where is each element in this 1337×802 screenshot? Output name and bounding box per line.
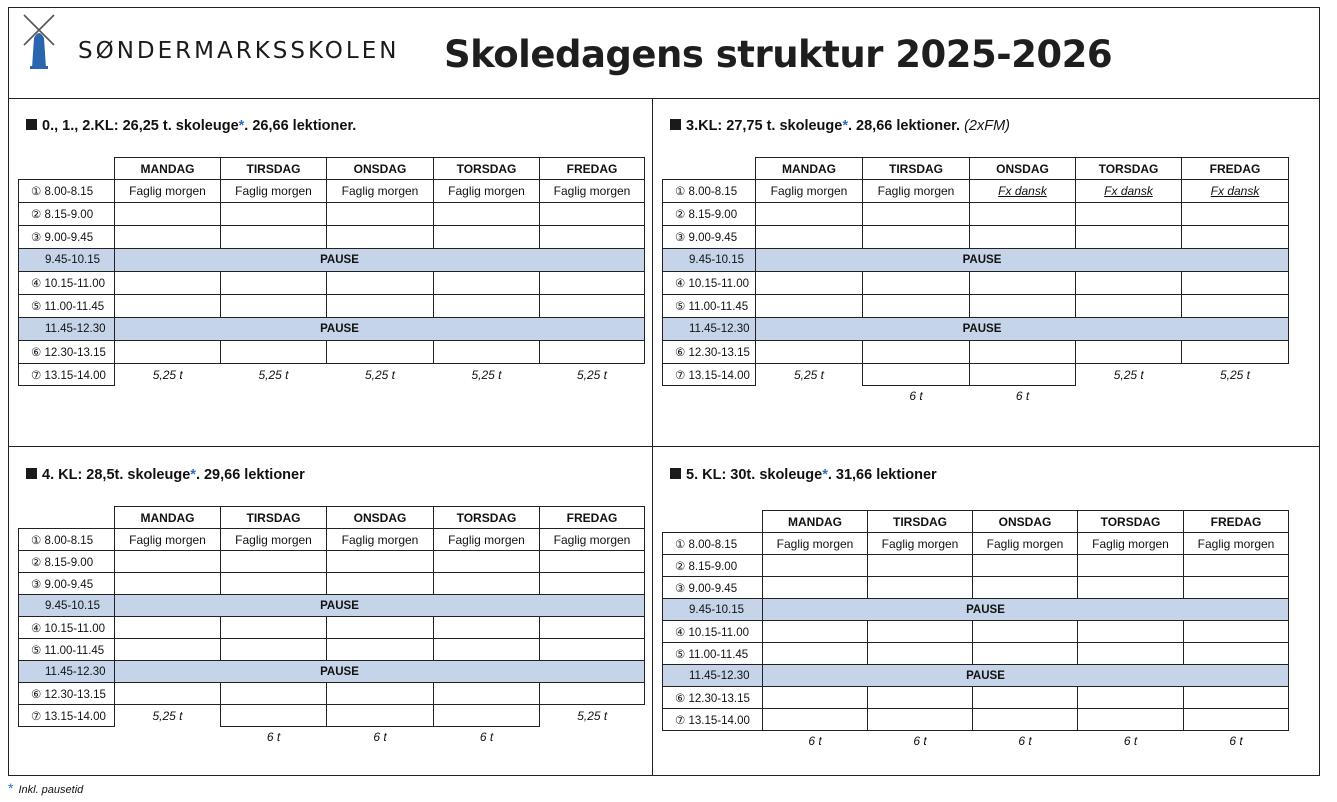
lesson-cell: Faglig morgen — [221, 529, 327, 551]
q3-title: 4. KL: 28,5t. skoleuge*. 29,66 lektioner — [26, 467, 305, 483]
pause-time: 11.45-12.30 — [19, 318, 115, 341]
time-slot: ⑤ 11.00-11.45 — [663, 295, 756, 318]
day-header: TIRSDAG — [863, 158, 970, 180]
day-header: TORSDAG — [434, 507, 540, 529]
bullet-square-icon — [26, 119, 37, 130]
hours-total: 5,25 t — [1219, 367, 1251, 382]
time-slot: ⑦ 13.15-14.00 — [663, 709, 763, 731]
hours-total: 6 t — [1015, 388, 1030, 403]
pause-label: PAUSE — [756, 249, 1289, 272]
pause-time: 9.45-10.15 — [663, 599, 763, 621]
lesson-cell: Faglig morgen — [434, 180, 540, 203]
time-slot: ② 8.15-9.00 — [19, 551, 115, 573]
time-slot: ⑥ 12.30-13.15 — [663, 687, 763, 709]
hours-total: 6 t — [266, 729, 281, 744]
pause-time: 11.45-12.30 — [663, 318, 756, 341]
hours-total: 5,25 t — [1113, 367, 1144, 382]
day-header: MANDAG — [115, 507, 221, 529]
pause-label: PAUSE — [763, 665, 1289, 687]
hours-total: 6 t — [1229, 733, 1243, 748]
day-header: MANDAG — [756, 158, 863, 180]
q4-schedule-table — [662, 510, 1289, 751]
lesson-cell: Fx dansk — [1076, 180, 1182, 203]
time-slot: ② 8.15-9.00 — [663, 203, 756, 226]
time-slot: ⑦ 13.15-14.00 — [19, 705, 115, 727]
hours-total: 5,25 t — [577, 708, 608, 723]
lesson-cell: Faglig morgen — [756, 180, 863, 203]
lesson-cell: Faglig morgen — [863, 180, 970, 203]
day-header: TORSDAG — [1078, 511, 1184, 533]
bullet-square-icon — [26, 468, 37, 479]
q3-schedule-table — [18, 506, 645, 747]
day-header: ONSDAG — [970, 158, 1076, 180]
time-slot: ② 8.15-9.00 — [663, 555, 763, 577]
hours-total: 6 t — [1123, 733, 1138, 748]
day-header: FREDAG — [540, 158, 645, 180]
hours-total: 6 t — [909, 388, 923, 403]
lesson-cell: Faglig morgen — [540, 180, 645, 203]
day-header: TORSDAG — [1076, 158, 1182, 180]
time-slot: ④ 10.15-11.00 — [663, 272, 756, 295]
day-header: FREDAG — [1182, 158, 1289, 180]
header-divider — [8, 98, 1320, 99]
time-slot: ⑥ 12.30-13.15 — [19, 683, 115, 705]
footnote: * Inkl. pausetid — [8, 780, 84, 796]
hours-total: 5,25 t — [793, 367, 825, 382]
pause-label: PAUSE — [115, 595, 645, 617]
day-header: ONSDAG — [327, 507, 434, 529]
hours-total: 5,25 t — [576, 367, 608, 382]
time-slot: ① 8.00-8.15 — [663, 180, 756, 203]
windmill-icon — [22, 12, 62, 70]
q1-schedule-table — [18, 157, 645, 386]
time-slot: ⑥ 12.30-13.15 — [19, 341, 115, 364]
pause-time: 11.45-12.30 — [19, 661, 115, 683]
q2-title: 3.KL: 27,75 t. skoleuge*. 28,66 lektioner. (2xFM) — [670, 118, 1010, 134]
pause-time: 9.45-10.15 — [19, 249, 115, 272]
q4-title: 5. KL: 30t. skoleuge*. 31,66 lektioner — [670, 467, 937, 483]
pause-time: 9.45-10.15 — [19, 595, 115, 617]
q1-title: 0., 1., 2.KL: 26,25 t. skoleuge*. 26,66 lektioner. — [26, 118, 356, 134]
horizontal-divider — [8, 446, 1320, 447]
pause-label: PAUSE — [115, 318, 645, 341]
time-slot: ⑦ 13.15-14.00 — [663, 364, 756, 386]
hours-total: 6 t — [808, 733, 822, 748]
lesson-cell: Faglig morgen — [434, 529, 540, 551]
hours-total: 5,25 t — [364, 367, 396, 382]
hours-total: 6 t — [1018, 733, 1032, 748]
day-header: TIRSDAG — [221, 507, 327, 529]
day-header: MANDAG — [763, 511, 868, 533]
vertical-divider — [652, 98, 653, 776]
q2-schedule-table — [662, 157, 1289, 406]
hours-total: 5,25 t — [152, 367, 183, 382]
bullet-square-icon — [670, 119, 681, 130]
time-slot: ① 8.00-8.15 — [663, 533, 763, 555]
hours-total: 6 t — [373, 729, 387, 744]
pause-time: 9.45-10.15 — [663, 249, 756, 272]
time-slot: ② 8.15-9.00 — [19, 203, 115, 226]
time-slot: ③ 9.00-9.45 — [663, 577, 763, 599]
time-slot: ⑥ 12.30-13.15 — [663, 341, 756, 364]
lesson-cell: Faglig morgen — [1078, 533, 1184, 555]
time-slot: ⑦ 13.15-14.00 — [19, 364, 115, 386]
hours-total: 5,25 t — [258, 367, 289, 382]
lesson-cell: Faglig morgen — [763, 533, 868, 555]
pause-label: PAUSE — [115, 249, 645, 272]
hours-total: 5,25 t — [152, 708, 183, 723]
lesson-cell: Fx dansk — [970, 180, 1076, 203]
time-slot: ① 8.00-8.15 — [19, 529, 115, 551]
lesson-cell: Faglig morgen — [221, 180, 327, 203]
day-header: FREDAG — [540, 507, 645, 529]
hours-total: 5,25 t — [471, 367, 502, 382]
page-title: Skoledagens struktur 2025-2026 — [444, 33, 1113, 76]
pause-label: PAUSE — [115, 661, 645, 683]
time-slot: ① 8.00-8.15 — [19, 180, 115, 203]
time-slot: ④ 10.15-11.00 — [663, 621, 763, 643]
bullet-square-icon — [670, 468, 681, 479]
time-slot: ③ 9.00-9.45 — [663, 226, 756, 249]
day-header: TIRSDAG — [868, 511, 973, 533]
lesson-cell: Faglig morgen — [868, 533, 973, 555]
lesson-cell: Faglig morgen — [115, 529, 221, 551]
lesson-cell: Faglig morgen — [327, 529, 434, 551]
school-name: SØNDERMARKSSKOLEN — [78, 38, 400, 64]
time-slot: ⑤ 11.00-11.45 — [663, 643, 763, 665]
day-header: TORSDAG — [434, 158, 540, 180]
day-header: MANDAG — [115, 158, 221, 180]
time-slot: ⑤ 11.00-11.45 — [19, 639, 115, 661]
lesson-cell: Faglig morgen — [115, 180, 221, 203]
day-header: ONSDAG — [973, 511, 1078, 533]
hours-total: 6 t — [479, 729, 494, 744]
hours-total: 6 t — [913, 733, 927, 748]
day-header: FREDAG — [1184, 511, 1289, 533]
pause-time: 11.45-12.30 — [663, 665, 763, 687]
time-slot: ④ 10.15-11.00 — [19, 617, 115, 639]
lesson-cell: Faglig morgen — [327, 180, 434, 203]
lesson-cell: Faglig morgen — [1184, 533, 1289, 555]
lesson-cell: Faglig morgen — [973, 533, 1078, 555]
lesson-cell: Fx dansk — [1182, 180, 1289, 203]
time-slot: ③ 9.00-9.45 — [19, 226, 115, 249]
time-slot: ③ 9.00-9.45 — [19, 573, 115, 595]
lesson-cell: Faglig morgen — [540, 529, 645, 551]
time-slot: ⑤ 11.00-11.45 — [19, 295, 115, 318]
pause-label: PAUSE — [756, 318, 1289, 341]
pause-label: PAUSE — [763, 599, 1289, 621]
school-logo — [22, 12, 412, 72]
day-header: TIRSDAG — [221, 158, 327, 180]
day-header: ONSDAG — [327, 158, 434, 180]
time-slot: ④ 10.15-11.00 — [19, 272, 115, 295]
